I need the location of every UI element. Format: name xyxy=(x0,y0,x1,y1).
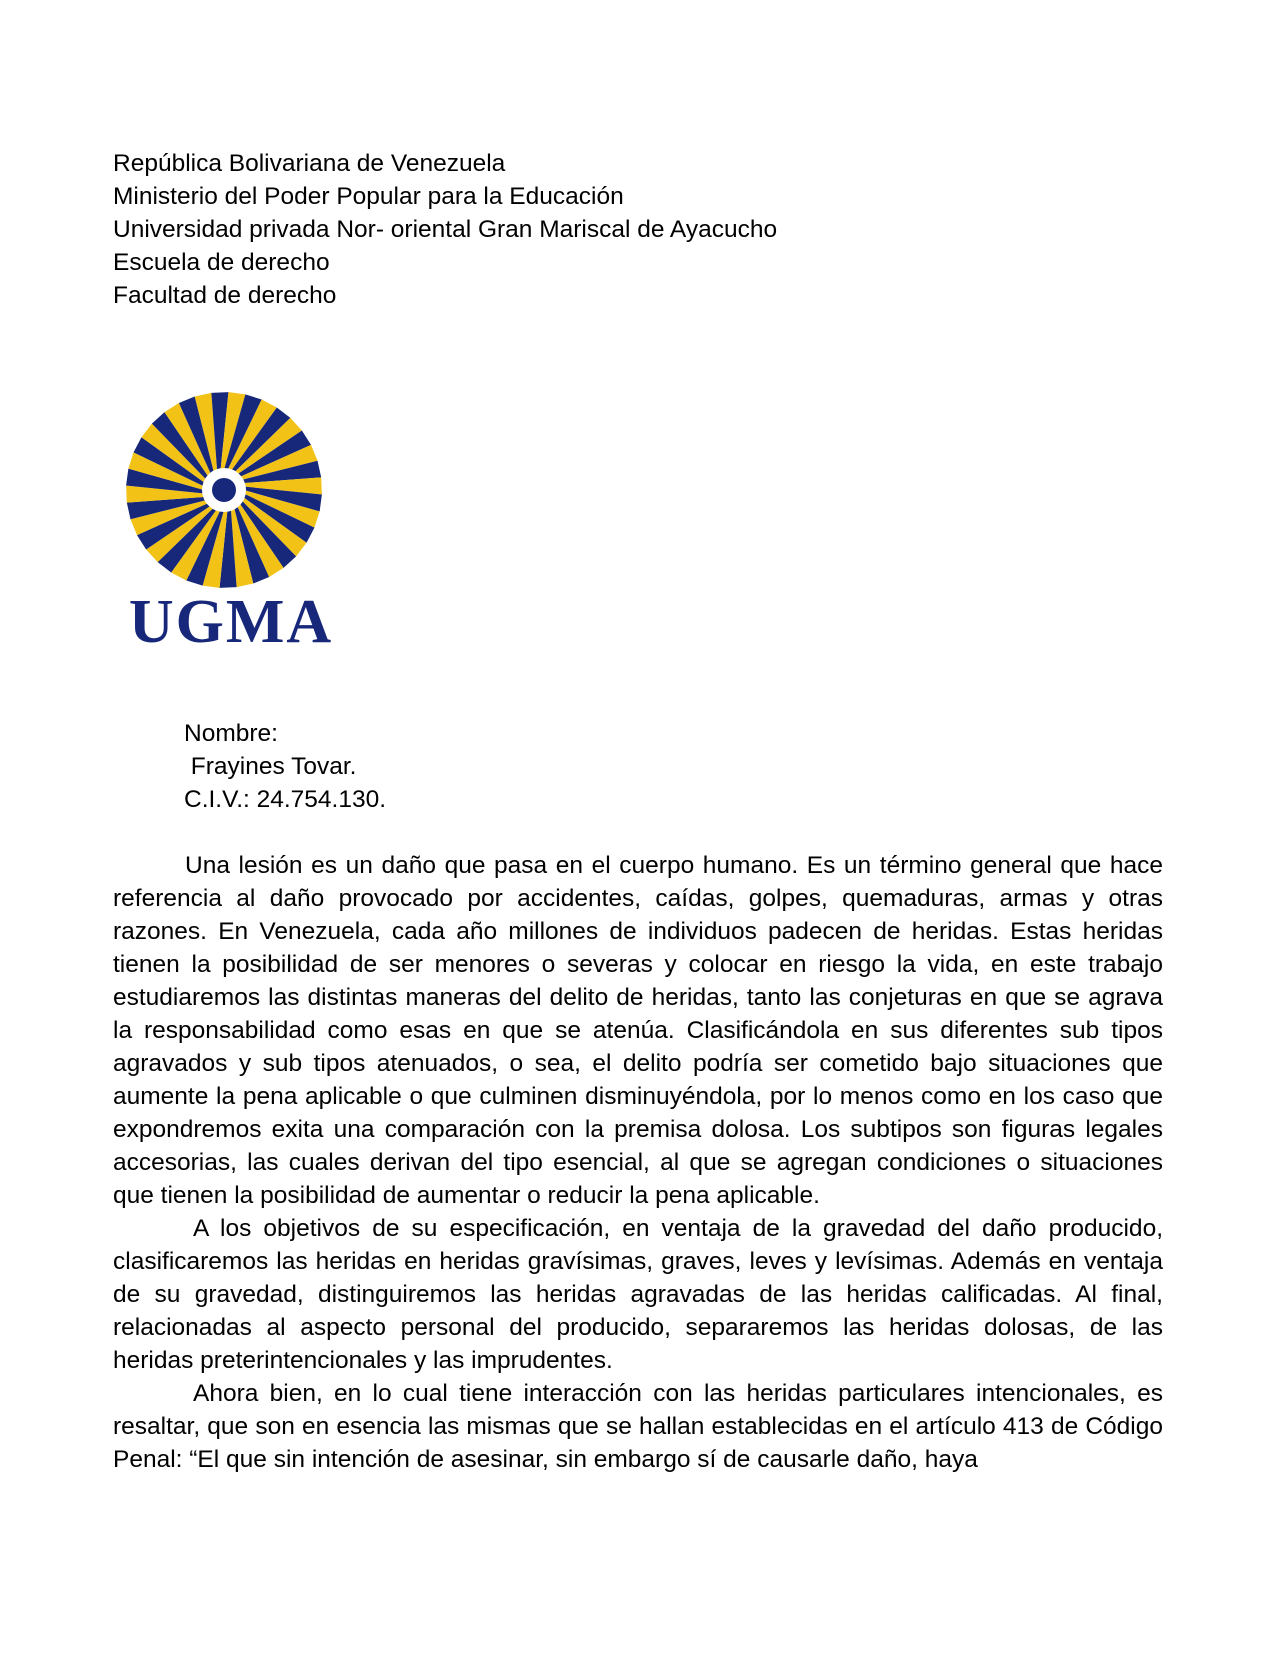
paragraph: A los objetivos de su especificación, en ventaja de la gravedad del daño producido, clasificaremos las heridas en heridas gravísimas, graves, leves y levísimas. Además en ventaja de su gravedad, distinguiremos las heridas agravadas de las heridas calificadas. Al final, relacionadas al aspecto personal del producido, separaremos las heridas dolosas, de las heridas preterintencionales y las imprudentes. xyxy=(113,1215,1163,1374)
ugma-logo xyxy=(118,392,344,650)
name-label: Nombre: xyxy=(184,720,278,747)
header-line-faculty: Facultad de derecho xyxy=(113,282,337,309)
sunburst-center-dot xyxy=(212,478,236,502)
essay-body xyxy=(113,849,1163,1476)
student-id: C.I.V.: 24.754.130. xyxy=(184,786,387,813)
header-line-school: Escuela de derecho xyxy=(113,249,330,276)
paragraph: Ahora bien, en lo cual tiene interacción con las heridas particulares intencionales, es resaltar, que son en esencia las mismas que se hallan establecidas en el artículo 413 de Código Penal: “El que sin intención de asesinar, sin embargo sí de causarle daño, haya xyxy=(113,1380,1163,1473)
paragraph: Una lesión es un daño que pasa en el cuerpo humano. Es un término general que hace referencia al daño provocado por accidentes, caídas, golpes, quemaduras, armas y otras razones. En Venezuela, cada año millones de individuos padecen de heridas. Estas heridas tienen la posibilidad de ser menores o severas y colocar en riesgo la vida, en este trabajo estudiaremos las distintas maneras del delito de heridas, tanto las conjeturas en que se agrava la responsabilidad como esas en que se atenúa. Clasificándola en sus diferentes sub tipos agravados y sub tipos atenuados, o sea, el delito podría ser cometido bajo situaciones que aumente la pena aplicable o que culminen disminuyéndola, por lo menos como en los caso que expondremos exita una comparación con la premisa dolosa. Los subtipos son figuras legales accesorias, las cuales derivan del tipo esencial, al que se agregan condiciones o situaciones que tienen la posibilidad de aumentar o reducir la pena aplicable. xyxy=(113,852,1163,1209)
sunburst-emblem xyxy=(126,392,322,588)
header-line-university: Universidad privada Nor- oriental Gran Mariscal de Ayacucho xyxy=(113,216,778,243)
ugma-logo-graphic xyxy=(118,392,344,650)
logo-wordmark: UGMA xyxy=(128,588,334,650)
student-name: Frayines Tovar. xyxy=(184,753,357,780)
header-line-republic: República Bolivariana de Venezuela xyxy=(113,150,506,177)
institution-header xyxy=(113,147,777,312)
header-line-ministry: Ministerio del Poder Popular para la Educación xyxy=(113,183,624,210)
student-info xyxy=(184,717,386,816)
